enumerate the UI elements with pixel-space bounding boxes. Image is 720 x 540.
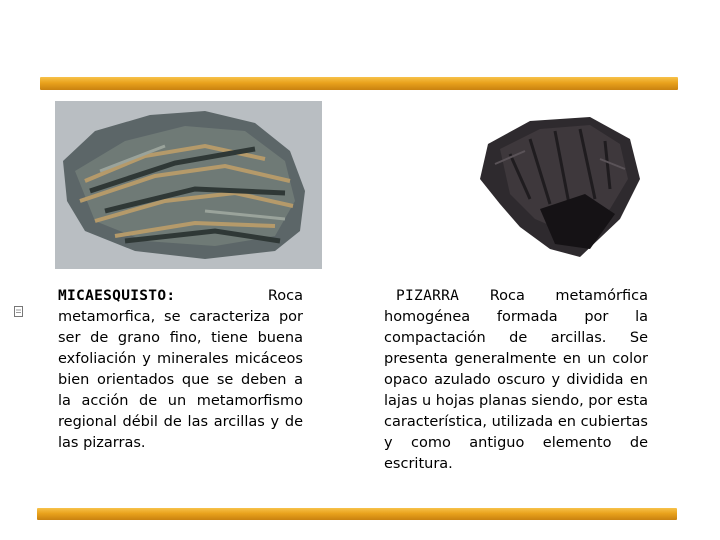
micaschist-rock-photo [55, 101, 322, 269]
micaschist-body: Roca metamorfica, se caracteriza por ser de grano fino, tiene buena exfoliación y minerales micáceos bien orientados que se deben a la acción de un metamorfismo regional débil de las arcillas y de las pizarras. [58, 288, 303, 451]
micaschist-description [58, 286, 303, 454]
top-divider-bar [40, 77, 678, 90]
slate-body: Roca metamórfica homogénea formada por la compactación de arcillas. Se presenta generalmente en un color opaco azulado oscuro y dividida en lajas u hojas planas siendo, por esta característica, utilizada en cubiertas y como antiguo elemento de escritura. [384, 288, 648, 472]
slate-description [384, 286, 648, 475]
small-page-icon [14, 306, 23, 317]
slate-title: PIZARRA [396, 288, 460, 304]
micaschist-title: MICAESQUISTO: [58, 288, 176, 304]
slate-rock-photo [470, 109, 642, 259]
bottom-divider-bar [37, 508, 677, 520]
